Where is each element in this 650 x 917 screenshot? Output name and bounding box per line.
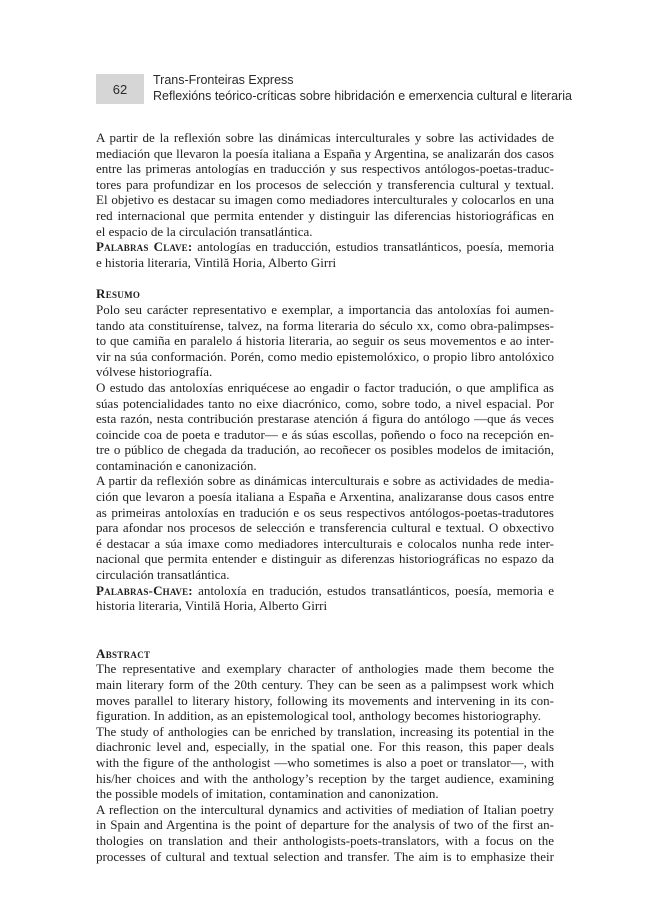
text-line: tando ata constituírense, talvez, na forma literaria do século xx, como obra-palimpses- bbox=[96, 317, 554, 333]
text-line: é destacar a súa imaxe como mediadores interculturais e colocalos nunha rede inter- bbox=[96, 535, 554, 551]
page-number-text: 62 bbox=[112, 81, 128, 97]
abstract-heading: Abstract bbox=[96, 645, 151, 661]
text-line: the possible models of imitation, contamination and canonization. bbox=[96, 786, 439, 802]
text-line: processes of cultural and textual selection and transfer. The aim is to emphasize their bbox=[96, 848, 554, 864]
text-line: in Spain and Argentina is the point of departure for the analysis of two of the first an- bbox=[96, 817, 554, 833]
text-line: entre las primeras antologías en traducción y sus respectivos antólogos-poetas-traduc- bbox=[96, 161, 554, 177]
keywords-text: antoloxía en tradución, estudos transatlánticos, poesía, memoria e bbox=[192, 582, 554, 598]
journal-subtitle: Reflexións teórico-críticas sobre hibridación e emerxencia cultural e literaria bbox=[153, 89, 572, 103]
text-line: tre o público de chegada da tradución, ao recoñecer os posibles modelos de imitación, bbox=[96, 442, 554, 458]
keywords-text: antologías en traducción, estudios transatlánticos, poesía, memoria bbox=[192, 239, 555, 255]
text-line: A partir de la reflexión sobre las dinámicas interculturales y sobre las actividades de bbox=[96, 130, 554, 145]
abstract-section bbox=[96, 646, 554, 864]
page-number bbox=[96, 74, 144, 104]
text-line: figuration. In addition, as an epistemological tool, anthology becomes historiography. bbox=[96, 708, 542, 724]
text-line: thologies on translation and their anthologists-poets-translators, with a focus on the bbox=[96, 832, 554, 848]
text-line: The study of anthologies can be enriched by translation, increasing its potential in the bbox=[96, 723, 554, 739]
text-line: mediación que llevaron la poesía italiana a España y Argentina, se analizarán dos casos bbox=[96, 145, 554, 161]
text-line: with the figure of the anthologist —who sometimes is also a poet or translator—, with bbox=[96, 754, 554, 770]
keywords-label: Palabras-Chave: bbox=[96, 582, 193, 598]
text-line: vólvese historiografía. bbox=[96, 364, 213, 380]
text-line: his/her choices and with the anthology’s reception by the target audience, examining bbox=[96, 770, 554, 786]
text-line: O estudo das antoloxías enriquécese ao engadir o factor tradución, o que amplifica as bbox=[96, 379, 554, 395]
keywords-line: e historia literaria, Vintilă Horia, Alberto Girri bbox=[96, 254, 337, 270]
journal-title: Trans-Fronteiras Express bbox=[153, 73, 294, 87]
text-line: A reflection on the intercultural dynamics and activities of mediation of Italian poetry bbox=[96, 801, 554, 817]
text-line: main literary form of the 20th century. They can be seen as a palimpsest work which bbox=[96, 677, 554, 692]
text-line: A partir da reflexión sobre as dinámicas interculturais e sobre as actividades de media- bbox=[96, 473, 554, 489]
text-line: as primeiras antoloxías en tradución e os seus respectivos antólogos-poetas-tradutores bbox=[96, 504, 554, 520]
text-line: moves parallel to literary history, following its movements and intervening in its con- bbox=[96, 692, 554, 708]
text-line: vir na súa conformación. Porén, como medio epistemolóxico, o propio libro antolóxico bbox=[96, 348, 554, 364]
text-line: esta razón, nesta contribución prestarase atención á figura do antólogo —que ás veces bbox=[96, 411, 554, 427]
text-line: The representative and exemplary character of anthologies made them become the bbox=[96, 661, 554, 677]
running-head bbox=[153, 72, 572, 104]
resumo-heading: Resumo bbox=[96, 286, 141, 302]
text-line: nacional que permita entender e distinguir as diferenzas historiográficas no espazo da bbox=[96, 551, 554, 567]
text-line: to que camiña en paralelo á historia literaria, ao seguir os seus movementos e ao inter- bbox=[96, 333, 554, 349]
spanish-abstract bbox=[96, 130, 554, 270]
text-line: Polo seu carácter representativo e exemplar, a importancia das antoloxías foi aumen- bbox=[96, 301, 554, 317]
text-line: el espacio de la circulación transatlántica. bbox=[96, 223, 313, 239]
text-line: para afondar nos procesos de selección e transferencia cultural e textual. O obxectivo bbox=[96, 520, 554, 536]
text-line: contaminación e canonización. bbox=[96, 457, 257, 473]
text-line: coincide coa de poeta e tradutor— e ás súas escollas, poñendo o foco na recepción en- bbox=[96, 426, 554, 442]
text-line: El objetivo es destacar su imagen como mediadores interculturales y colocarlos en una bbox=[96, 192, 554, 208]
keywords-line bbox=[96, 239, 554, 255]
text-line: súas potencialidades tanto no eixe diacrónico, como, sobre todo, a nivel espacial. Por bbox=[96, 395, 554, 411]
text-line: circulación transatlántica. bbox=[96, 567, 230, 583]
text-line: diachronic level and, especially, in the spatial one. For this reason, this paper deals bbox=[96, 739, 554, 755]
article-body bbox=[96, 130, 554, 864]
keywords-line: historia literaria, Vintilă Horia, Alberto Girri bbox=[96, 598, 328, 614]
keywords-label: Palabras Clave: bbox=[96, 239, 193, 255]
resumo-section bbox=[96, 286, 554, 613]
text-line: tores para profundizar en los procesos de selección y transferencia cultural y textual. bbox=[96, 176, 554, 192]
text-line: ción que levaron a poesía italiana a España e Arxentina, analizaranse dous casos entre bbox=[96, 489, 554, 505]
text-line: red internacional que permita entender y distinguir las diferencias historiográficas en bbox=[96, 207, 554, 223]
keywords-line bbox=[96, 583, 554, 599]
